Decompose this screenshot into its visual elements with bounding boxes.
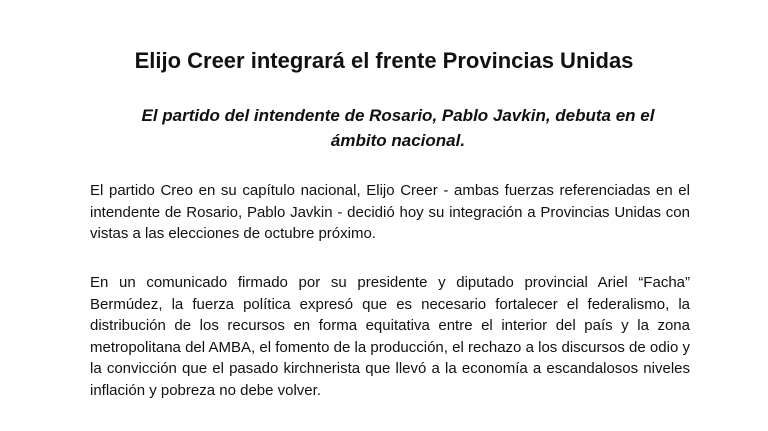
document-subtitle: El partido del intendente de Rosario, Pablo Javkin, debuta en el ámbito nacional.: [141, 106, 655, 150]
document-title: Elijo Creer integrará el frente Provincias Unidas: [134, 48, 634, 73]
body-paragraph: En un comunicado firmado por su presidente y diputado provincial Ariel “Facha” Bermúdez, la fuerza política expresó que es necesario fortalecer el federalismo, la distribución de los recursos en forma equitativa entre el interior del país y la zona metropolitana del AMBA, el fomento de la producción, el rechazo a los discursos de odio y la convicción que el pasado kirchnerista que llevó a la economía a escandalosos niveles inflación y pobreza no debe volver.: [90, 274, 690, 399]
body-paragraph: El partido Creo en su capítulo nacional, Elijo Creer - ambas fuerzas referenciadas en el intendente de Rosario, Pablo Javkin - decidió hoy su integración a Provincias Unidas con vistas a las elecciones de octubre próximo.: [90, 182, 690, 242]
